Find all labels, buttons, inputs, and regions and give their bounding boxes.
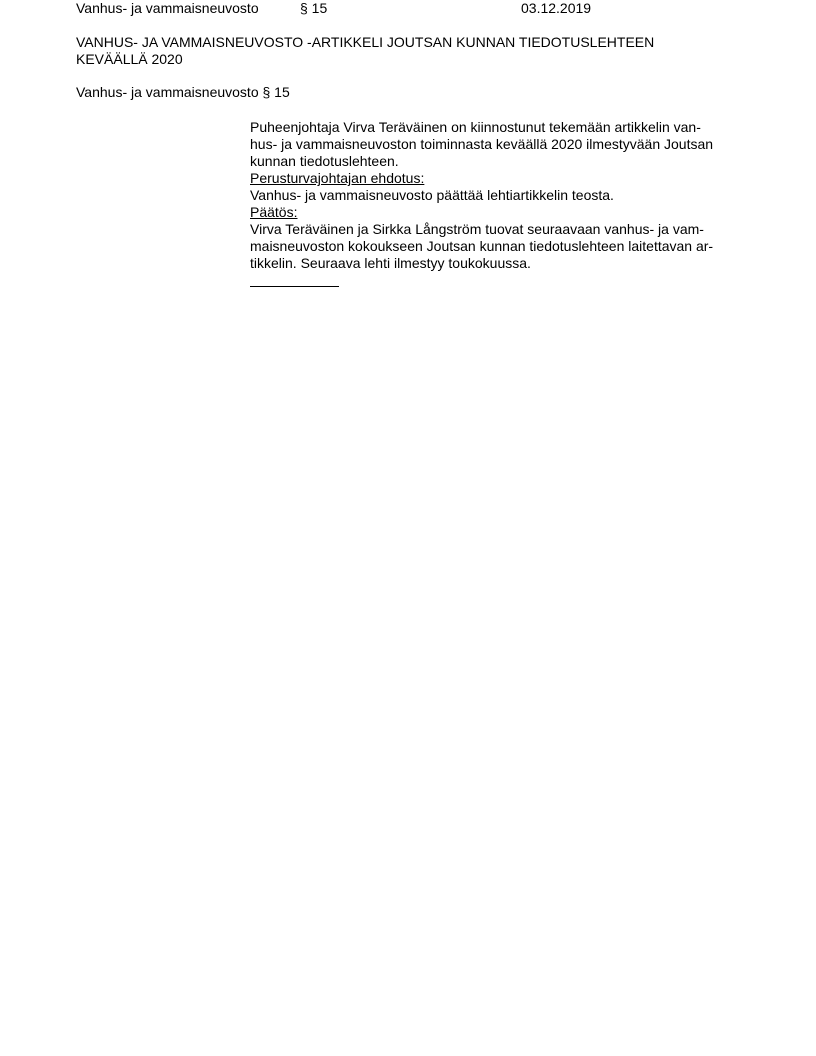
decision-line: maisneuvoston kokoukseen Joutsan kunnan tiedotuslehteen laitettavan ar- <box>250 238 714 254</box>
header-organization: Vanhus- ja vammaisneuvosto <box>76 0 259 16</box>
intro-line: hus- ja vammaisneuvoston toiminnasta keväällä 2020 ilmestyvään Joutsan <box>250 136 714 152</box>
intro-line: Puheenjohtaja Virva Teräväinen on kiinnostunut tekemään artikkelin van- <box>250 119 701 135</box>
decision-heading: Päätös: <box>250 204 298 220</box>
proposal-heading: Perusturvajohtajan ehdotus: <box>250 170 425 186</box>
document-body <box>250 119 750 287</box>
document-title <box>76 34 776 68</box>
header-date: 03.12.2019 <box>521 0 592 16</box>
proposal-text: Vanhus- ja vammaisneuvosto päättää lehtiartikkelin teosta. <box>250 187 614 203</box>
intro-paragraph <box>250 119 750 170</box>
decision-line: Virva Teräväinen ja Sirkka Långström tuovat seuraavaan vanhus- ja vam- <box>250 221 704 237</box>
intro-line: kunnan tiedotuslehteen. <box>250 153 399 169</box>
document-title-line-1: VANHUS- JA VAMMAISNEUVOSTO -ARTIKKELI JOUTSAN KUNNAN TIEDOTUSLEHTEEN <box>76 34 655 50</box>
end-rule <box>250 272 339 287</box>
document-title-line-2: KEVÄÄLLÄ 2020 <box>76 51 183 67</box>
decision-line: tikkelin. Seuraava lehti ilmestyy toukokuussa. <box>250 255 531 271</box>
header-section-number: § 15 <box>300 0 328 16</box>
proposal-section <box>250 170 750 204</box>
decision-section <box>250 204 750 272</box>
section-subheading: Vanhus- ja vammaisneuvosto § 15 <box>76 84 290 100</box>
